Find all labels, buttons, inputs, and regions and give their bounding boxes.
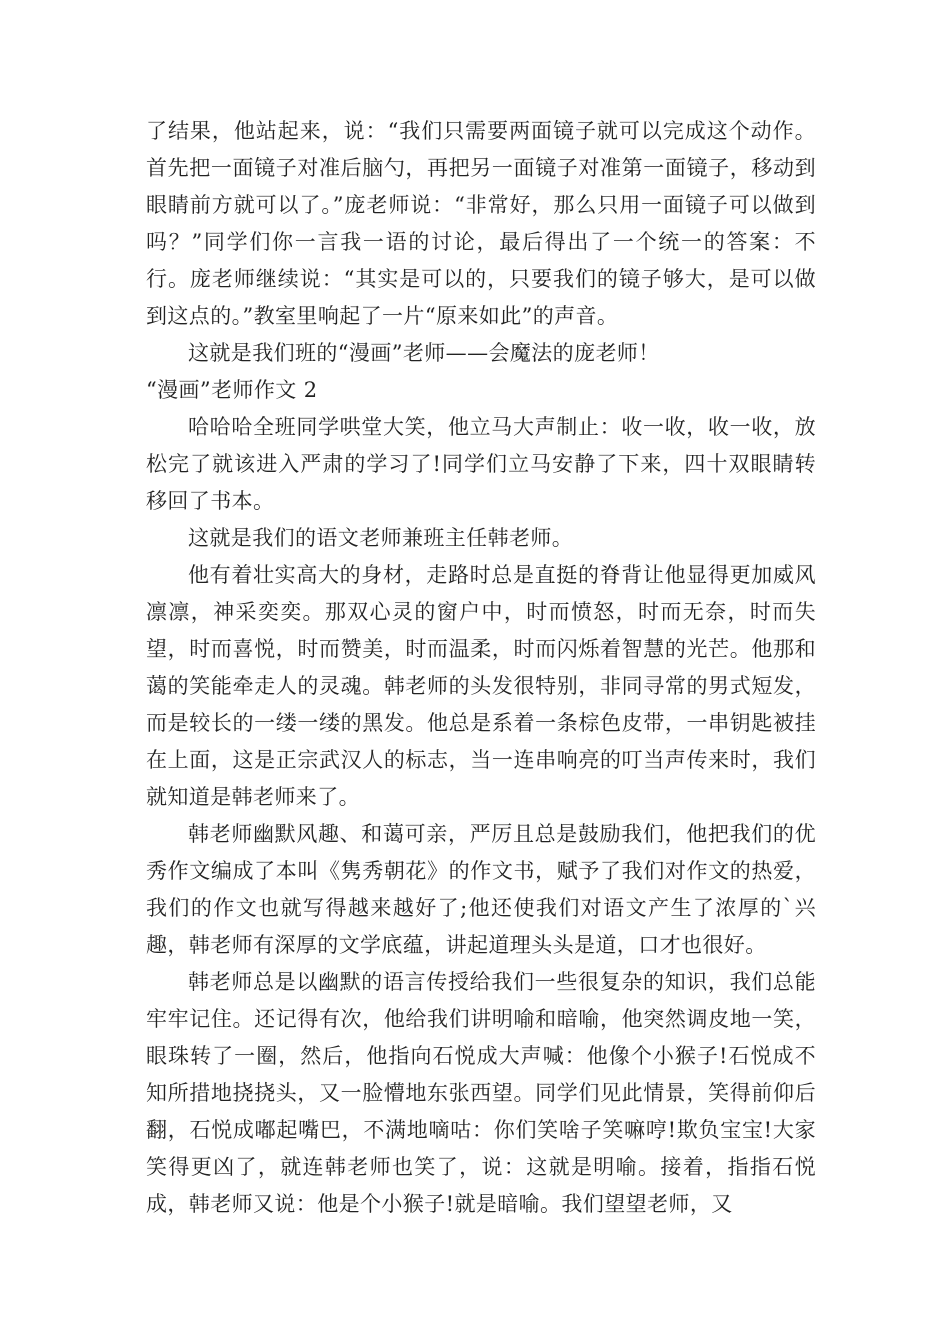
paragraph-simile-metaphor-story: 韩老师总是以幽默的语言传授给我们一些很复杂的知识，我们总能牢牢记住。还记得有次，他给我们讲明喻和暗喻，他突然调皮地一笑，眼珠转了一圈，然后，他指向石悦成大声喊：他像个小猴子!石悦成不知所措地挠挠头，又一脸懵地东张西望。同学们见此情景，笑得前仰后翻，石悦成嘟起嘴巴，不满地嘀咕：你们笑啥子笑嘛哼!欺负宝宝!大家笑得更凶了，就连韩老师也笑了，说：这就是明喻。接着，指指石悦成，韩老师又说：他是个小猴子!就是暗喻。我们望望老师，又 — [146, 970, 816, 1216]
essay-heading: “漫画”老师作文 2 — [146, 378, 318, 402]
paragraph-mirror-explanation: 了结果，他站起来，说：“我们只需要两面镜子就可以完成这个动作。首先把一面镜子对准后脑勺，再把另一面镜子对准第一面镜子，移动到眼睛前方就可以了。”庞老师说：“非常好，那么只用一面镜子可以做到吗？”同学们你一言我一语的讨论，最后得出了一个统一的答案：不行。庞老师继续说：“其实是可以的，只要我们的镜子够大，是可以做到这点的。”教室里响起了一片“原来如此”的声音。 — [146, 119, 816, 328]
paragraph-pang-teacher-summary: 这就是我们班的“漫画”老师——会魔法的庞老师！ — [188, 341, 660, 365]
paragraph-han-teacher-appearance: 他有着壮实高大的身材，走路时总是直挺的脊背让他显得更加威风凛凛，神采奕奕。那双心灵的窗户中，时而愤怒，时而无奈，时而失望，时而喜悦，时而赞美，时而温柔，时而闪烁着智慧的光芒。他那和蔼的笑能牵走人的灵魂。韩老师的头发很特别，非同寻常的男式短发，而是较长的一缕一缕的黑发。他总是系着一条棕色皮带，一串钥匙被挂在上面，这是正宗武汉人的标志，当一连串响亮的叮当声传来时，我们就知道是韩老师来了。 — [146, 563, 816, 809]
document-body — [146, 113, 816, 1223]
paragraph-han-teacher-intro: 这就是我们的语文老师兼班主任韩老师。 — [188, 526, 574, 550]
paragraph-han-teacher-humor: 韩老师幽默风趣、和蔼可亲，严厉且总是鼓励我们，他把我们的优秀作文编成了本叫《隽秀朝花》的作文书，赋予了我们对作文的热爱，我们的作文也就写得越来越好了;他还使我们对语文产生了浓厚的`兴趣，韩老师有深厚的文学底蕴，讲起道理头头是道，口才也很好。 — [146, 822, 816, 957]
paragraph-class-laughter: 哈哈哈全班同学哄堂大笑，他立马大声制止：收一收，收一收，放松完了就该进入严肃的学习了!同学们立马安静了下来，四十双眼睛转移回了书本。 — [146, 415, 816, 513]
